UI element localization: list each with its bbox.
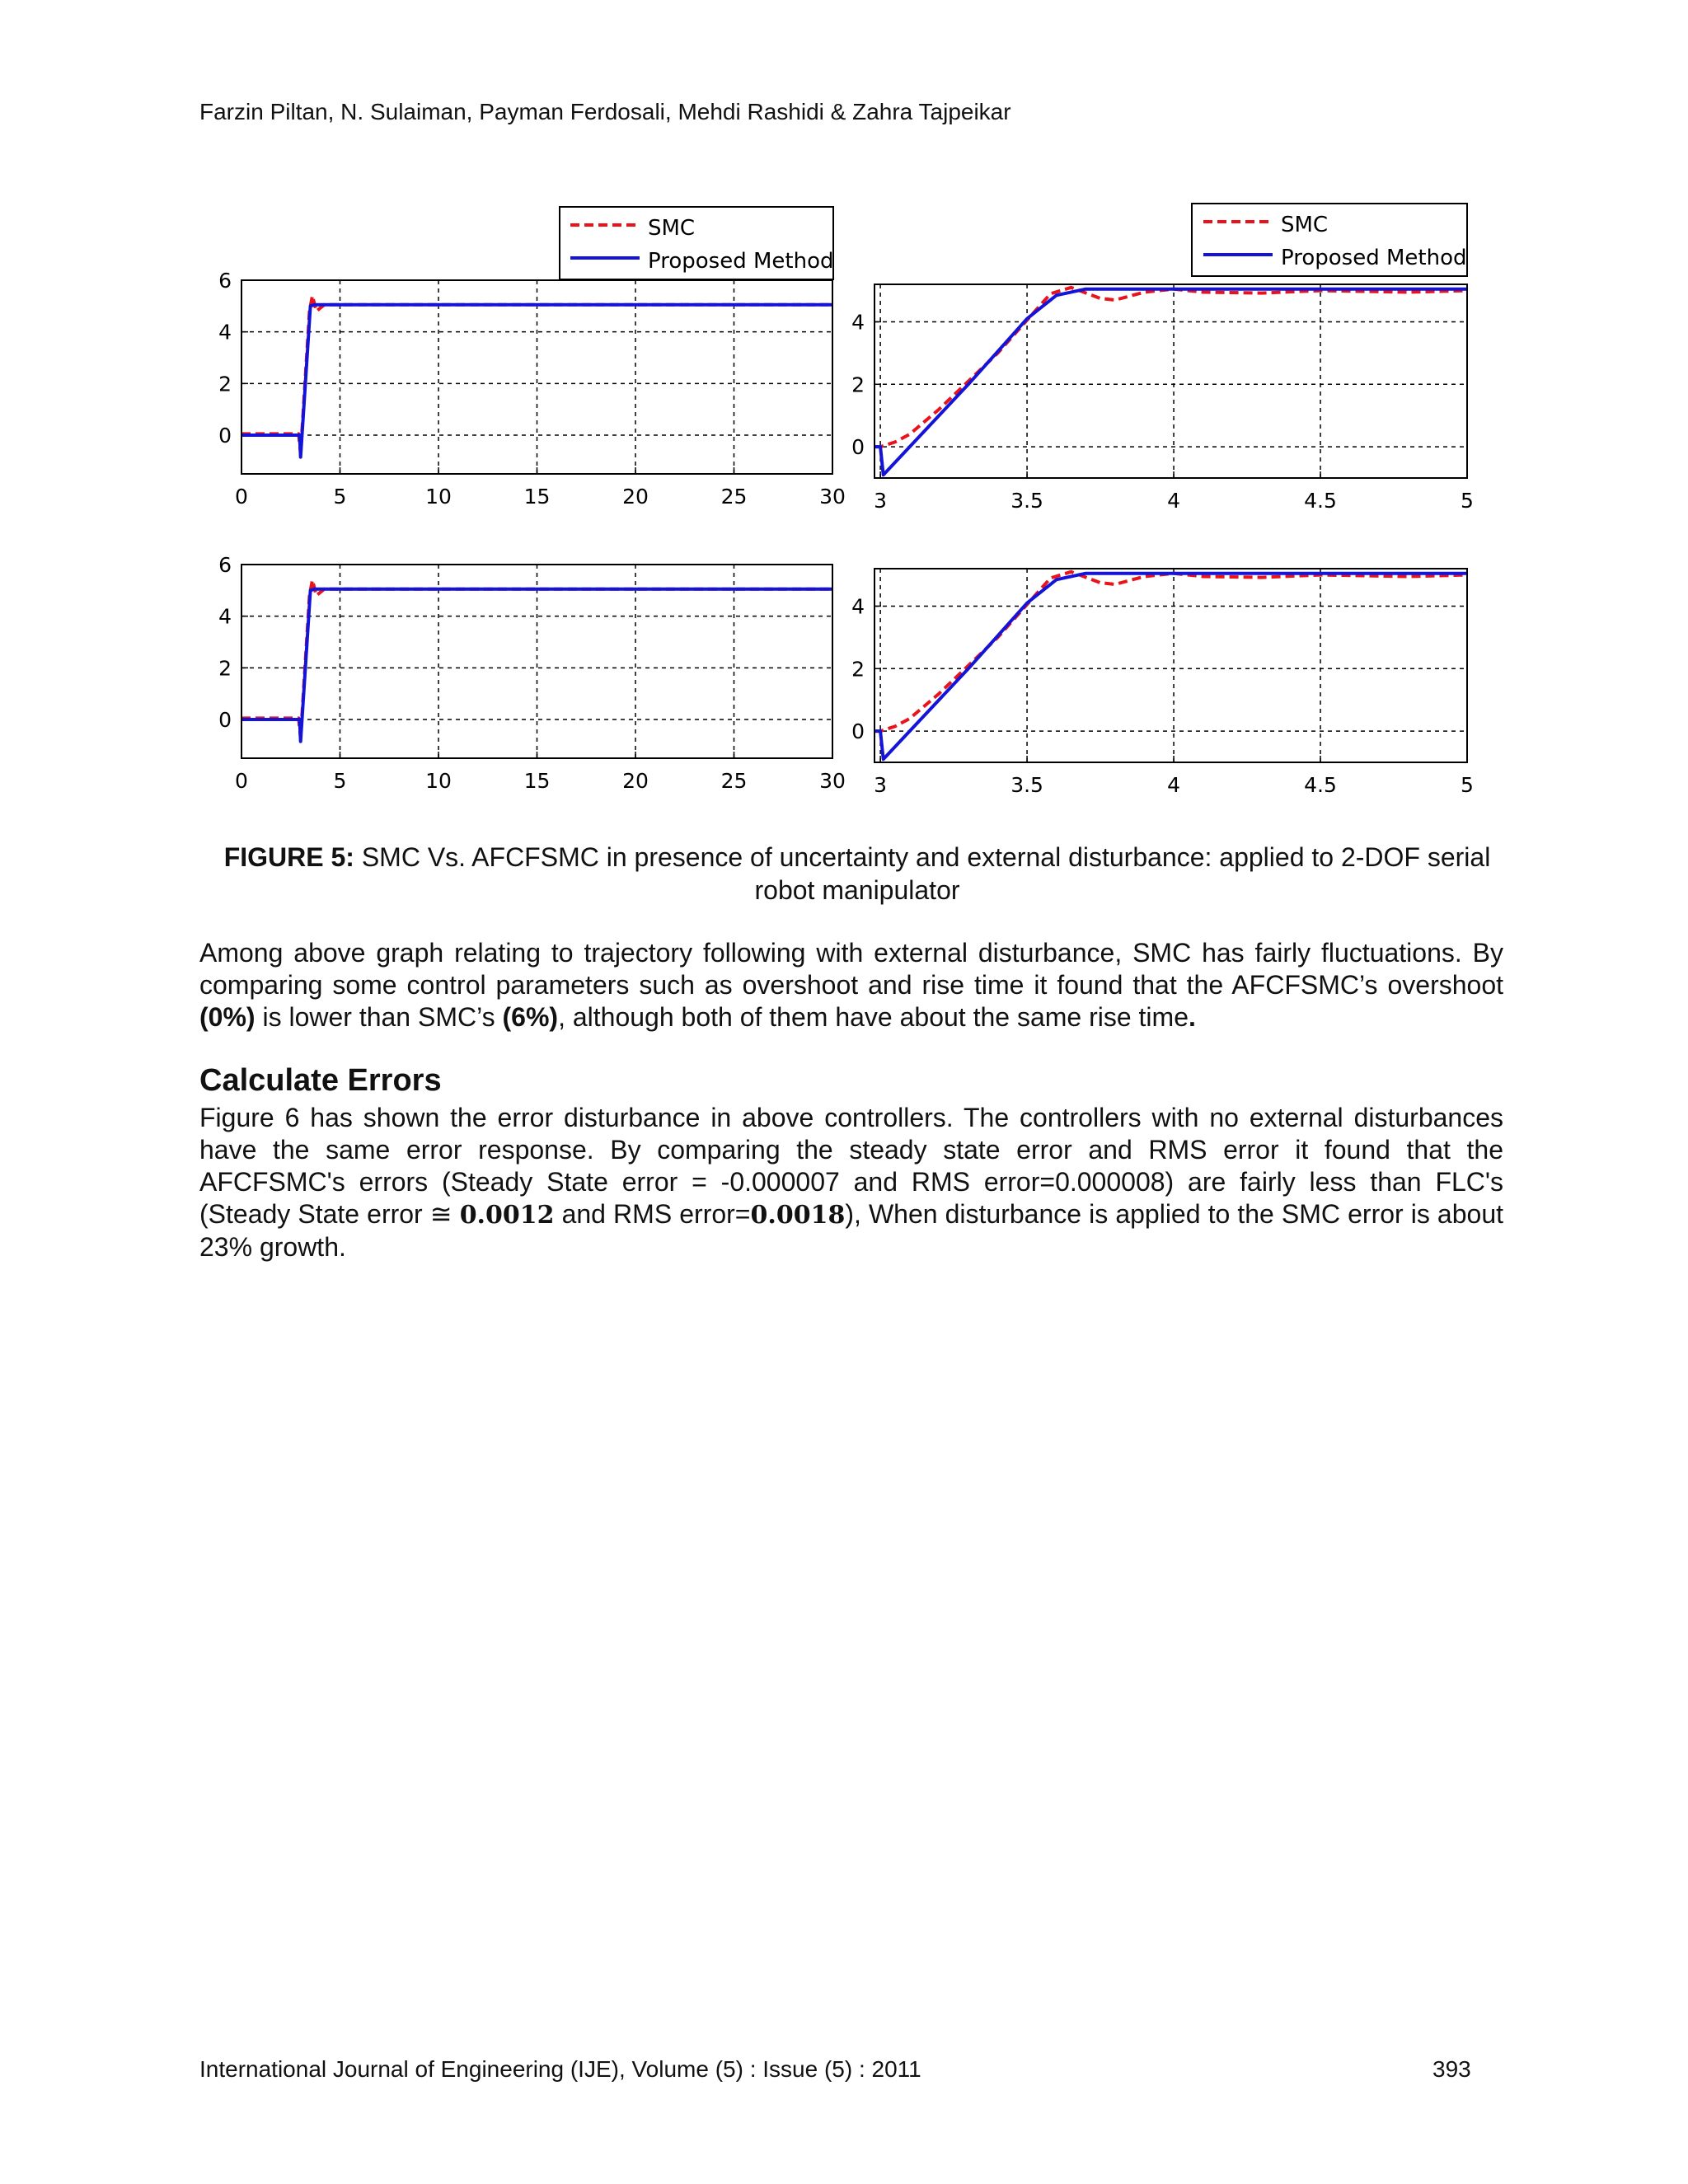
legend-left <box>560 207 833 279</box>
para-text: is lower than SMC’s <box>255 1002 503 1032</box>
running-header: Farzin Piltan, N. Sulaiman, Payman Ferdosali, Mehdi Rashidi & Zahra Tajpeikar <box>199 99 1011 124</box>
y-tick-label: 0 <box>851 719 865 744</box>
plot-area <box>874 284 1467 478</box>
approx-symbol: ≅ <box>429 1199 452 1229</box>
plot-joint1-full <box>218 269 846 509</box>
x-tick-label: 20 <box>622 485 649 509</box>
section-title: Calculate Errors <box>199 1063 442 1098</box>
x-tick-label: 5 <box>1461 489 1474 513</box>
x-tick-label: 20 <box>622 769 649 793</box>
x-tick-label: 4 <box>1167 773 1181 797</box>
x-tick-label: 4 <box>1167 489 1181 513</box>
y-tick-label: 2 <box>851 657 865 682</box>
plot-joint2-full <box>218 553 846 793</box>
x-tick-label: 4.5 <box>1304 773 1337 797</box>
legend-smc-label: SMC <box>1281 213 1329 237</box>
x-tick-label: 0 <box>235 485 248 509</box>
y-tick-label: 4 <box>218 320 232 344</box>
y-tick-label: 4 <box>851 310 865 335</box>
para-text: and RMS error= <box>554 1199 751 1229</box>
y-tick-label: 4 <box>218 604 232 629</box>
x-tick-label: 4.5 <box>1304 489 1337 513</box>
x-tick-label: 5 <box>333 769 347 793</box>
page-number: 393 <box>1432 2056 1471 2082</box>
overshoot-proposed: (0%) <box>199 1002 256 1032</box>
y-tick-label: 2 <box>218 656 232 681</box>
y-tick-label: 2 <box>218 372 232 396</box>
legend-right <box>1192 204 1467 276</box>
x-tick-label: 3 <box>874 489 888 513</box>
para-text: Figure 6 has shown the error disturbance in above controllers. The controllers with no external disturbances have the same error response. By comparing the steady state error and RMS error it found that the AFCFSMC's errors (Steady State error = -0.000007 and RMS error=0.000008) are fairly less than FLC's (Steady State error <box>199 1103 1503 1229</box>
plot-area <box>241 280 832 474</box>
legend-proposed-label: Proposed Method <box>1281 246 1467 270</box>
caption-label: FIGURE 5: <box>223 842 354 872</box>
footer-journal: International Journal of Engineering (IJE), Volume (5) : Issue (5) : 2011 <box>199 2056 921 2082</box>
figure-caption <box>199 841 1515 907</box>
x-tick-label: 5 <box>1461 773 1474 797</box>
plot-joint2-zoom <box>851 569 1474 797</box>
x-tick-label: 25 <box>720 769 748 793</box>
x-tick-label: 10 <box>425 769 452 793</box>
rms-error-value: 0.0018 <box>750 1201 846 1230</box>
paragraph-results <box>199 937 1503 1033</box>
x-tick-label: 5 <box>333 485 347 509</box>
legend-smc-label: SMC <box>648 216 696 241</box>
plot-area <box>874 569 1467 762</box>
x-tick-label: 15 <box>523 485 551 509</box>
overshoot-smc: (6%) <box>502 1002 559 1032</box>
figure-5 <box>0 0 1688 824</box>
para-text: ), When disturbance is applied to the SMC error is about 23% growth. <box>199 1199 1504 1262</box>
para-text: , although both of them have about the same rise time <box>558 1002 1189 1032</box>
x-tick-label: 30 <box>819 485 846 509</box>
legend-proposed-label: Proposed Method <box>648 249 834 274</box>
x-tick-label: 15 <box>523 769 551 793</box>
caption-text: SMC Vs. AFCFSMC in presence of uncertainty and external disturbance: applied to 2-DOF serial robot manipulator <box>354 842 1491 905</box>
y-tick-label: 6 <box>218 553 232 577</box>
y-tick-label: 4 <box>851 594 865 619</box>
steady-state-error-value: 0.0012 <box>459 1201 555 1230</box>
x-tick-label: 10 <box>425 485 452 509</box>
y-tick-label: 2 <box>851 373 865 397</box>
para-text: Among above graph relating to trajectory following with external disturbance, SMC has fairly fluctuations. By comparing some control parameters such as overshoot and rise time it found that the AFCFSMC’s overshoot <box>199 938 1503 1000</box>
x-tick-label: 25 <box>720 485 748 509</box>
y-tick-label: 6 <box>218 269 232 293</box>
x-tick-label: 0 <box>235 769 248 793</box>
y-tick-label: 0 <box>851 435 865 460</box>
plot-joint1-zoom <box>851 284 1474 513</box>
paragraph-errors <box>199 1102 1503 1263</box>
para-period: . <box>1188 1002 1196 1032</box>
x-tick-label: 3 <box>874 773 888 797</box>
x-tick-label: 3.5 <box>1010 489 1043 513</box>
y-tick-label: 0 <box>218 708 232 732</box>
y-tick-label: 0 <box>218 424 232 448</box>
plot-area <box>241 565 832 758</box>
x-tick-label: 3.5 <box>1010 773 1043 797</box>
x-tick-label: 30 <box>819 769 846 793</box>
